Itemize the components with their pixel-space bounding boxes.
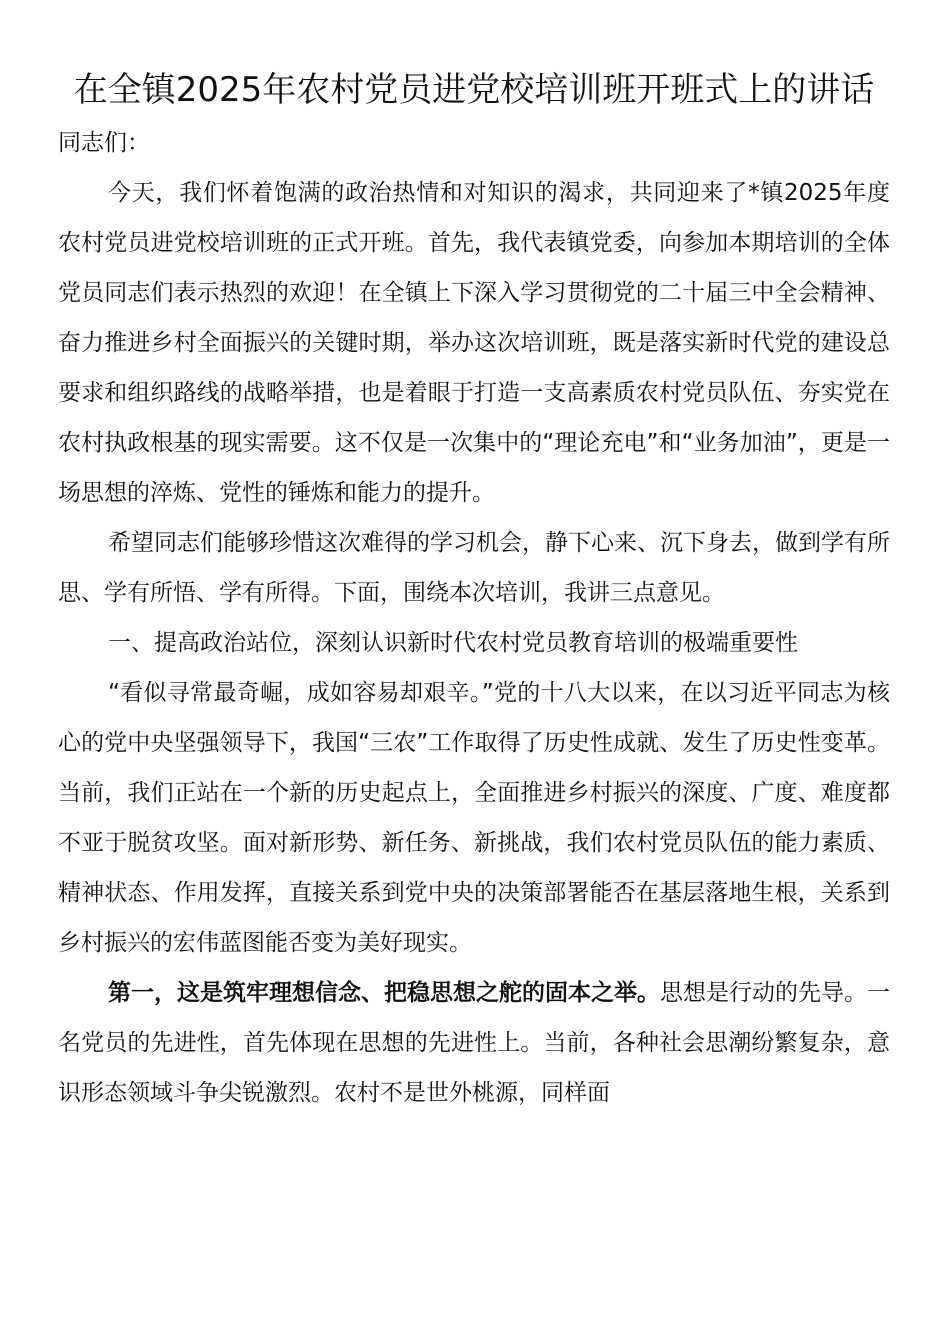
salutation: 同志们： [58,130,150,156]
document-page [58,62,890,1118]
paragraph-section-1-body: “看似寻常最奇崛，成如容易却艰辛。”党的十八大以来，在以习近平同志为核心的党中央坚强领导下，我国“三农”工作取得了历史性成就、发生了历史性变革。当前，我们正站在一个新的历史起点上，全面推进乡村振兴的深度、广度、难度都不亚于脱贫攻坚。面对新形势、新任务、新挑战，我们农村党员队伍的能力素质、精神状态、作用发挥，直接关系到党中央的决策部署能否在基层落地生根，关系到乡村振兴的宏伟蓝图能否变为美好现实。 [58,680,890,956]
paragraph-opening: 今天，我们怀着饱满的政治热情和对知识的渴求，共同迎来了*镇2025年度农村党员进党校培训班的正式开班。首先，我代表镇党委，向参加本期培训的全体党员同志们表示热烈的欢迎！在全镇上下深入学习贯彻党的二十届三中全会精神、奋力推进乡村全面振兴的关键时期，举办这次培训班，既是落实新时代党的建设总要求和组织路线的战略举措，也是着眼于打造一支高素质农村党员队伍、夯实党在农村执政根基的现实需要。这不仅是一次集中的“理论充电”和“业务加油”，更是一场思想的淬炼、党性的锤炼和能力的提升。 [58,180,890,506]
point-1-lead: 第一，这是筑牢理想信念、把稳思想之舵的固本之举。 [108,980,660,1006]
paragraph-hope: 希望同志们能够珍惜这次难得的学习机会，静下心来、沉下身去，做到学有所思、学有所悟、学有所得。下面，围绕本次培训，我讲三点意见。 [58,530,890,606]
document-title: 在全镇2025年农村党员进党校培训班开班式上的讲话 [73,70,875,110]
point-1-body: 思想是行动的先导。一名党员的先进性，首先体现在思想的先进性上。当前，各种社会思潮纷繁复杂，意识形态领域斗争尖锐激烈。农村不是世外桃源，同样面 [58,980,890,1106]
paragraph-point-1 [58,968,890,1118]
section-heading-1: 一、提高政治站位，深刻认识新时代农村党员教育培训的极端重要性 [108,630,798,656]
